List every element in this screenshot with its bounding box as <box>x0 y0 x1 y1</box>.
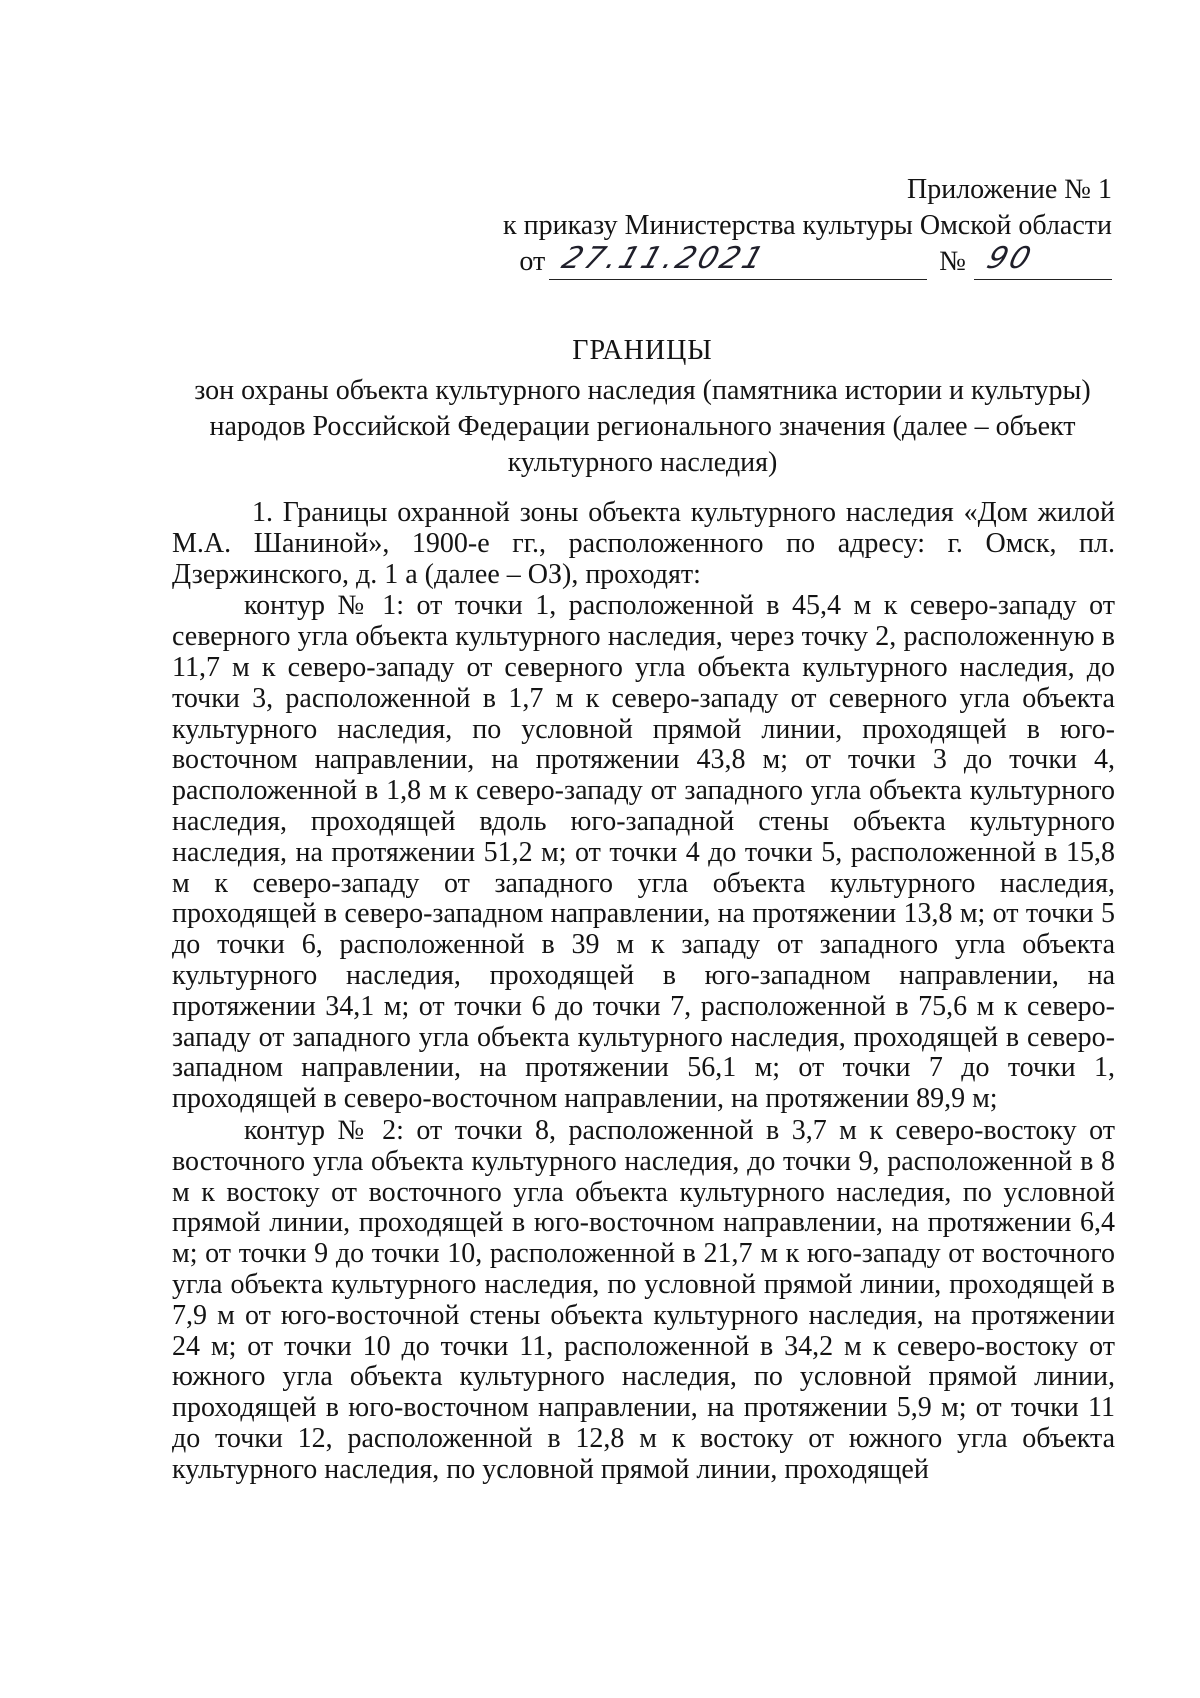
document-title: ГРАНИЦЫ <box>572 335 713 366</box>
handwritten-number: 90 <box>982 241 1039 276</box>
body-paragraph-1: 1. Границы охранной зоны объекта культурного наследия «Дом жилой М.А. Шаниной», 1900-е гг., расположенного по адресу: г. Омск, пл. Дзержинского, д. 1 а (далее – ОЗ), проходят: <box>172 497 1115 590</box>
document-body <box>172 498 1115 1487</box>
body-paragraph-contour-1: контур № 1: от точки 1, расположенной в 45,4 м к северо-западу от северного угла объекта культурного наследия, через точку 2, расположенную в 11,7 м к северо-западу от северного угла объекта культурного наследия, до точки 3, расположенной в 1,7 м к северо-западу от северного угла объекта культурного наследия, по условной прямой линии, проходящей в юго-восточном направлении, на протяжении 43,8 м; от точки 3 до точки 4, расположенной в 1,8 м к северо-западу от западного угла объекта культурного наследия, проходящей вдоль юго-западной стены объекта культурного наследия, на протяжении 51,2 м; от точки 4 до точки 5, расположенной в 15,8 м к северо-западу от западного угла объекта культурного наследия, проходящей в северо-западном направлении, на протяжении 13,8 м; от точки 5 до точки 6, расположенной в 39 м к западу от западного угла объекта культурного наследия, проходящей в юго-западном направлении, на протяжении 34,1 м; от точки 6 до точки 7, расположенной в 75,6 м к северо-западу от западного угла объекта культурного наследия, проходящей в северо-западном направлении, на протяжении 56,1 м; от точки 7 до точки 1, проходящей в северо-восточном направлении, на протяжении 89,9 м; <box>172 590 1115 1115</box>
order-date-line <box>472 241 1112 280</box>
number-sign: № <box>939 246 966 277</box>
appendix-header <box>472 172 1112 280</box>
document-subtitle: зон охраны объекта культурного наследия (памятника истории и культуры) народов Российской Федерации регионального значения (далее – объект культурного наследия) <box>194 375 1091 478</box>
handwritten-date: 27.11.2021 <box>557 241 771 276</box>
order-reference: к приказу Министерства культуры Омской области <box>503 210 1112 241</box>
document-title-block <box>170 333 1115 481</box>
body-paragraph-contour-2: контур № 2: от точки 8, расположенной в 3,7 м к северо-востоку от восточного угла объекта культурного наследия, до точки 9, расположенной в 8 м к востоку от восточного угла объекта культурного наследия, по условной прямой линии, проходящей в юго-восточном направлении, на протяжении 6,4 м; от точки 9 до точки 10, расположенной в 21,7 м к юго-западу от восточного угла объекта культурного наследия, по условной прямой линии, проходящей в 7,9 м от юго-восточной стены объекта культурного наследия, на протяжении 24 м; от точки 10 до точки 11, расположенной в 34,2 м к северо-востоку от южного угла объекта культурного наследия, по условной прямой линии, проходящей в юго-восточном направлении, на протяжении 5,9 м; от точки 11 до точки 12, расположенной в 12,8 м к востоку от южного угла объекта культурного наследия, по условной прямой линии, проходящей <box>172 1114 1115 1485</box>
date-prefix: от <box>519 246 546 277</box>
appendix-number: Приложение № 1 <box>907 174 1112 205</box>
date-blank <box>549 241 927 280</box>
number-blank <box>974 241 1112 280</box>
